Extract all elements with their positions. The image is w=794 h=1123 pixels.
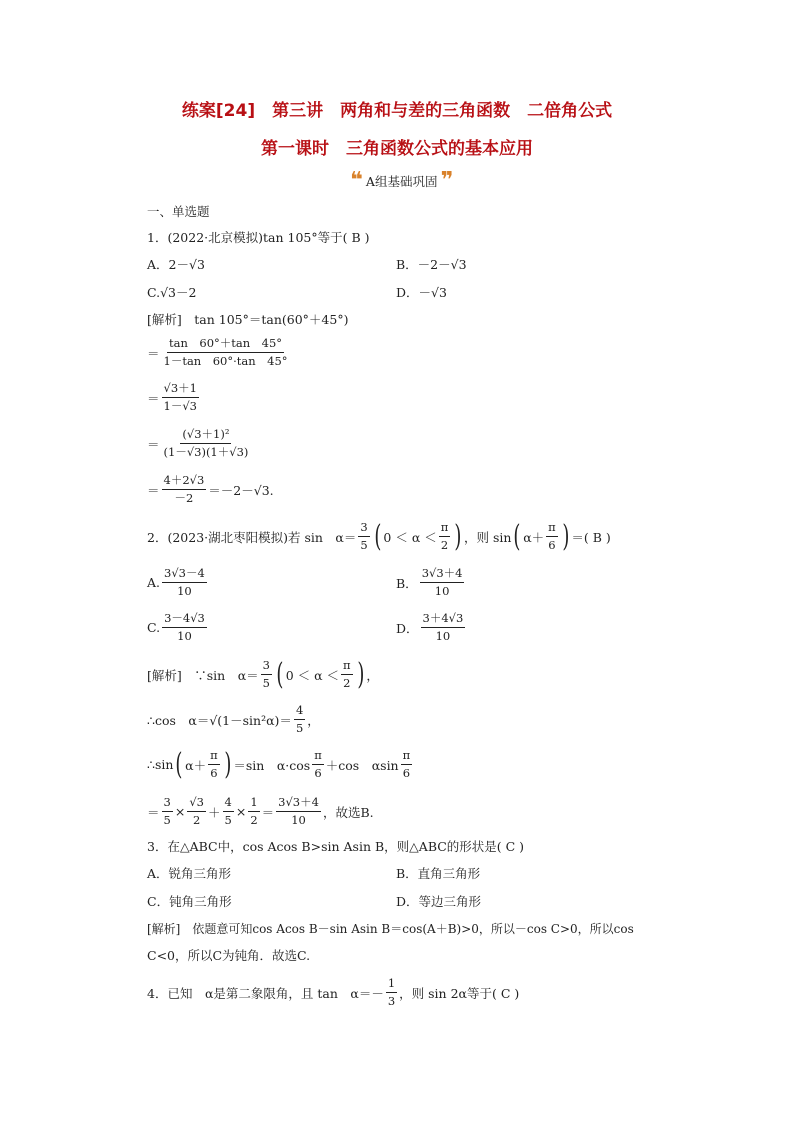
q3-stem: 3．在△ABC中，cos Acos B>sin Asin B，则△ABC的形状是( C ) (147, 839, 525, 854)
page-subtitle: 第一课时 三角函数公式的基本应用 (261, 139, 533, 159)
q4-stem: 4．已知 α是第二象限角，且 tan α＝－ $\frac{1}{3}$ ，则 sin 2α等于( C ) (147, 976, 520, 1008)
right-quote-icon: ❞ (440, 168, 454, 193)
q2-solution-line3: ∴sin ( α＋ $\frac{\pi}{6}$ ) ＝sin α·cos $\frac{\pi}{6}$ ＋cos αsin $\frac{\pi}{6}$ (147, 746, 411, 782)
q1-step1: ＝ $\frac{\tan 60^\circ+\tan 45^\circ}{1-\tan 60^\circ\cdot\tan 45^\circ}$ (147, 336, 288, 368)
q1-step4: ＝ $\frac{4+2√3}{-2}$ ＝－2－√3. (147, 473, 274, 505)
q2-solution-line1: [解析] ∵sin α＝ $\frac{3}{5}$ ( 0 ＜ α ＜ $\frac{\pi}{2}$ ) ， (147, 656, 379, 692)
q1-step2: ＝ $\frac{√3+1}{1-√3}$ (147, 381, 197, 413)
group-badge: ❝ A组基础巩固 ❞ (350, 168, 454, 193)
q2-option-a: A. $\frac{3√3-4}{10}$ (147, 566, 205, 598)
q1-option-a: A．2－√3 (147, 257, 205, 272)
q3-option-d: D．等边三角形 (396, 894, 482, 909)
q2-stem: 2．(2023·湖北枣阳模拟)若 sin α＝ $\frac{3}{5}$ ( 0 ＜ α ＜ $\frac{\pi}{2}$ ) ，则 sin ( α＋ $\frac{\pi}{6}$ ) ＝( B ) (147, 518, 611, 554)
q2-option-d: D． $\frac{3+4√3}{10}$ (396, 611, 464, 643)
q1-solution-line: [解析] tan 105°＝tan(60°＋45°) (147, 312, 349, 327)
q1-option-d: D．－√3 (396, 285, 447, 300)
q3-option-b: B．直角三角形 (396, 866, 481, 881)
q2-solution-line4: ＝ $\frac{3}{5}$ × $\frac{√3}{2}$ ＋ $\frac{4}{5}$ × $\frac{1}{2}$ ＝ $\frac{3√3+4}{10}$ ，故选B. (147, 795, 374, 827)
q1-step3: ＝ $\frac{\text{(√3＋1)²}}{(1-√3)(1+√3)}$ (147, 427, 249, 459)
q3-solution-line1: [解析] 依题意可知cos Acos B－sin Asin B＝cos(A＋B)>0，所以－cos C>0，所以cos (147, 922, 634, 936)
q2-solution-line2: ∴cos α＝√(1－sin²α)＝ $\frac{4}{5}$ ， (147, 703, 320, 735)
q3-solution-line2: C<0，所以C为钝角．故选C. (147, 948, 311, 963)
page-title: 练案[24] 第三讲 两角和与差的三角函数 二倍角公式 (181, 101, 613, 121)
q3-option-a: A．锐角三角形 (147, 866, 232, 881)
q1-stem: 1．(2022·北京模拟)tan 105°等于( B ) (147, 230, 370, 245)
q1-option-c: C.√3－2 (147, 285, 197, 300)
q2-option-b: B． $\frac{3√3+4}{10}$ (396, 566, 463, 598)
section-heading: 一、单选题 (147, 204, 210, 219)
q2-option-c: C. $\frac{3-4√3}{10}$ (147, 611, 205, 643)
q3-option-c: C．钝角三角形 (147, 894, 232, 909)
left-quote-icon: ❝ (350, 168, 363, 193)
q1-option-b: B．－2－√3 (396, 257, 467, 272)
